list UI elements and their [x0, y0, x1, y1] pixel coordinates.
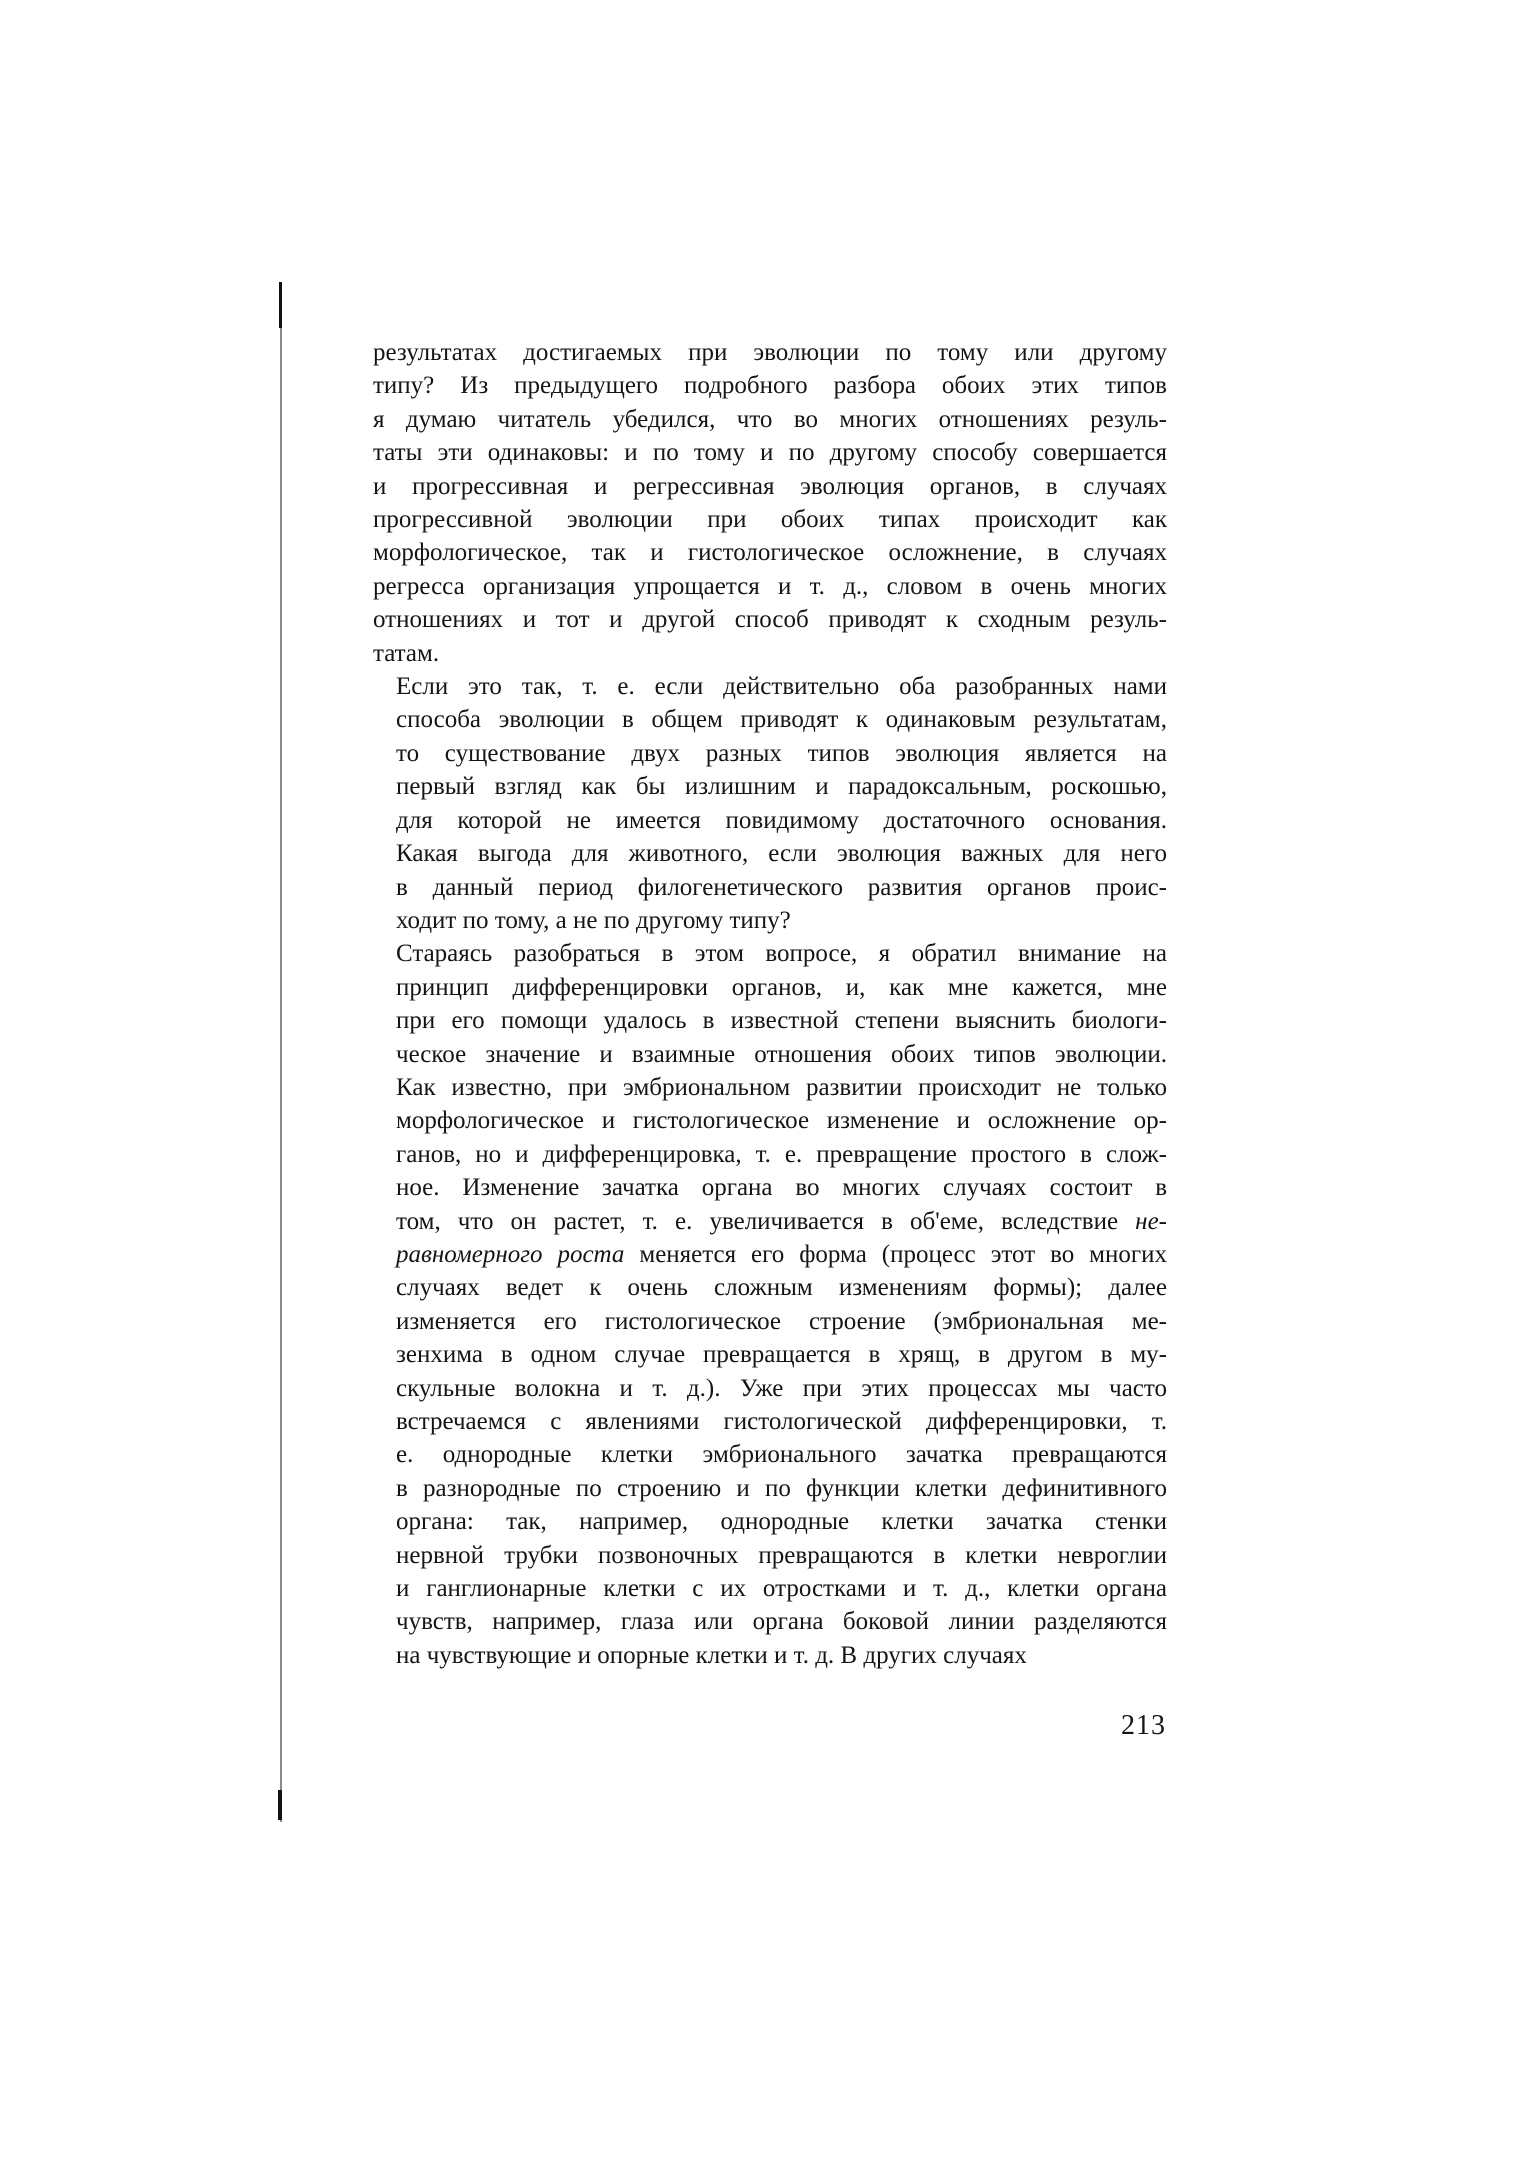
text-line: Как известно, при эмбриональном развитии происходит не только: [396, 1073, 1167, 1101]
text-line: равномерного роста меняется его форма (процесс этот во многих: [396, 1240, 1167, 1268]
text-line: отношениях и тот и другой способ приводят к сходным резуль-: [373, 606, 1167, 634]
page-number: 213: [1121, 1710, 1166, 1741]
text-line: ческое значение и взаимные отношения обоих типов эволюции.: [396, 1040, 1167, 1068]
text-line: при его помощи удалось в известной степени выяснить биологи-: [396, 1007, 1167, 1035]
text-line: и ганглионарные клетки с их отростками и т. д., клетки органа: [396, 1575, 1167, 1603]
text-line: е. однородные клетки эмбрионального зачатка превращаются: [396, 1441, 1167, 1469]
text-line: способа эволюции в общем приводят к одинаковым результатам,: [396, 706, 1167, 734]
text-line: случаях ведет к очень сложным изменениям формы); далее: [396, 1274, 1167, 1302]
scan-margin-mark-top: [279, 282, 282, 328]
text-line: в данный период филогенетического развития органов проис-: [396, 873, 1167, 901]
text-line: ное. Изменение зачатка органа во многих случаях состоит в: [396, 1174, 1167, 1202]
text-line: и прогрессивная и регрессивная эволюция органов, в случаях: [373, 472, 1167, 500]
text-line: нервной трубки позвоночных превращаются в клетки невроглии: [396, 1541, 1167, 1569]
italic-text: не-: [1135, 1207, 1167, 1235]
scan-margin-line: [280, 282, 282, 1822]
text-line: регресса организация упрощается и т. д., словом в очень многих: [373, 572, 1167, 600]
text-line: морфологическое и гистологическое изменение и осложнение ор-: [396, 1107, 1167, 1135]
text-line: органа: так, например, однородные клетки зачатка стенки: [396, 1508, 1167, 1536]
text-line: результатах достигаемых при эволюции по тому или другому: [373, 339, 1167, 366]
text-line: ганов, но и дифференцировка, т. е. превращение простого в слож-: [396, 1140, 1167, 1168]
scan-margin-mark-bottom: [278, 1790, 282, 1820]
text-line: встречаемся с явлениями гистологической дифференцировки, т.: [396, 1408, 1167, 1435]
text-line: ходит по тому, а не по другому типу?: [396, 906, 791, 934]
text-line: на чувствующие и опорные клетки и т. д. В других случаях: [396, 1641, 1027, 1669]
text-line: первый взгляд как бы излишним и парадоксальным, роскошью,: [396, 773, 1167, 801]
paragraph-1: [373, 336, 1167, 670]
text-line: прогрессивной эволюции при обоих типах происходит как: [373, 506, 1167, 534]
text-line: типу? Из предыдущего подробного разбора обоих этих типов: [373, 372, 1167, 400]
paragraph-3: [373, 937, 1167, 1672]
body-text: [373, 336, 1167, 1672]
text-line: в разнородные по строению и по функции клетки дефинитивного: [396, 1474, 1167, 1502]
text-line: таты эти одинаковы: и по тому и по другому способу совершается: [373, 439, 1167, 467]
text-line: Какая выгода для животного, если эволюция важных для него: [396, 840, 1167, 868]
text-line: принцип дифференцировки органов, и, как мне кажется, мне: [396, 973, 1167, 1001]
text-line: чувств, например, глаза или органа боковой линии разделяются: [396, 1608, 1167, 1636]
text-line: Стараясь разобраться в этом вопросе, я обратил внимание на: [396, 940, 1167, 968]
text-line: изменяется его гистологическое строение (эмбриональная ме-: [396, 1307, 1167, 1335]
text-line: зенхима в одном случае превращается в хрящ, в другом в му-: [396, 1341, 1167, 1369]
text-line: морфологическое, так и гистологическое осложнение, в случаях: [373, 539, 1167, 567]
text-line: Если это так, т. е. если действительно оба разобранных нами: [396, 673, 1167, 701]
text-line: татам.: [373, 639, 440, 667]
text-line: для которой не имеется повидимому достаточного основания.: [396, 806, 1167, 834]
paragraph-2: [373, 670, 1167, 937]
text-line: скульные волокна и т. д.). Уже при этих процессах мы часто: [396, 1374, 1167, 1402]
italic-text: равномерного роста: [396, 1240, 625, 1268]
text-line: я думаю читатель убедился, что во многих отношениях резуль-: [373, 405, 1167, 433]
text-line: то существование двух разных типов эволюция является на: [396, 739, 1167, 767]
text-line: том, что он растет, т. е. увеличивается в об'еме, вследствие не-: [396, 1207, 1167, 1235]
